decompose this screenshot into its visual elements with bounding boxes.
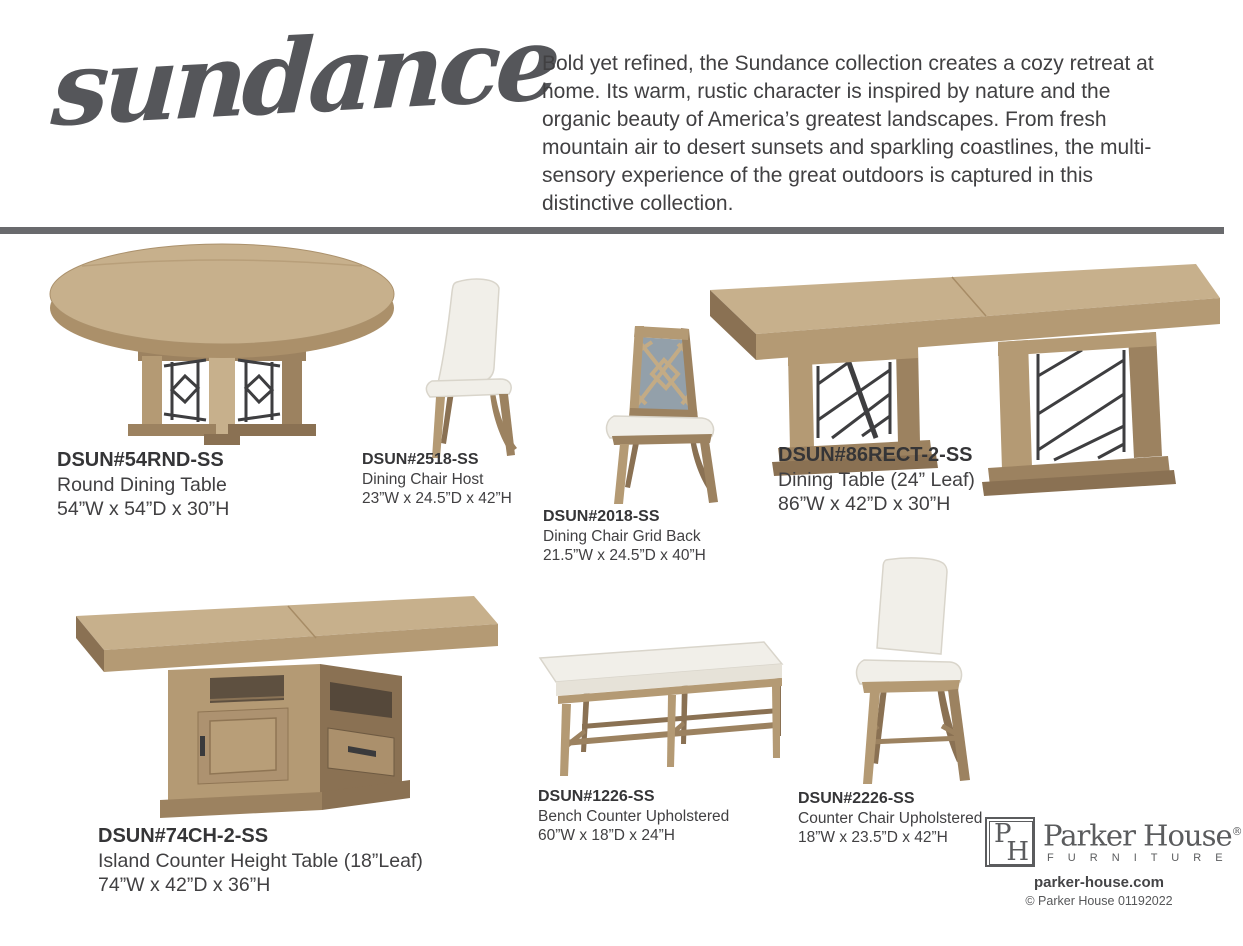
- manufacturer-website-link[interactable]: parker-house.com: [1033, 874, 1165, 891]
- manufacturer-name-text: Parker House: [1043, 818, 1232, 853]
- collection-logo: sundance: [48, 3, 559, 151]
- product-dimensions: 86”W x 42”D x 30”H: [778, 493, 951, 515]
- product-name: Dining Chair Host: [362, 471, 484, 488]
- product-label-bench-counter: [538, 787, 729, 845]
- manufacturer-subtitle: F U R N I T U R E: [1047, 851, 1229, 864]
- parker-house-monogram-icon: [985, 817, 1035, 867]
- product-dimensions: 54”W x 54”D x 30”H: [57, 498, 230, 520]
- product-sku: DSUN#2018-SS: [543, 508, 660, 525]
- bench-counter-image: [522, 624, 800, 786]
- product-name: Dining Table (24” Leaf): [778, 469, 975, 491]
- product-dimensions: 74”W x 42”D x 36”H: [98, 874, 271, 896]
- counter-chair-image: [820, 554, 1000, 792]
- product-label-dining-chair-grid-back: [543, 507, 706, 565]
- collection-description: Bold yet refined, the Sundance collection creates a cozy retreat at home. Its warm, rustic character is inspired by nature and the organic beauty of America’s greatest landscapes. From fresh mountain air to desert sunsets and sparkling coastlines, the multi-sensory experience of the great outdoors is captured in this distinctive collection.: [542, 52, 1154, 215]
- product-sku: DSUN#86RECT-2-SS: [778, 444, 973, 466]
- product-name: Round Dining Table: [57, 474, 227, 496]
- product-name: Bench Counter Upholstered: [538, 808, 730, 825]
- product-dimensions: 18”W x 23.5”D x 42”H: [798, 829, 948, 846]
- product-label-island-counter-table: [98, 824, 423, 897]
- island-counter-table-image: [70, 578, 502, 824]
- monogram-letter-p: P: [994, 819, 1012, 849]
- product-label-round-dining-table: [57, 448, 229, 521]
- manufacturer-name: [1043, 817, 1243, 851]
- monogram-letter-h: H: [1006, 837, 1029, 867]
- product-dimensions: 60”W x 18”D x 24”H: [538, 827, 675, 844]
- dining-chair-host-image: [396, 276, 546, 464]
- product-label-dining-table-rect: [778, 443, 975, 516]
- section-divider: [0, 227, 1224, 234]
- product-label-counter-chair: [798, 789, 982, 847]
- product-sku: DSUN#74CH-2-SS: [98, 825, 269, 847]
- product-sku: DSUN#54RND-SS: [57, 449, 224, 471]
- round-dining-table-image: [42, 238, 402, 445]
- product-name: Island Counter Height Table (18”Leaf): [98, 850, 423, 872]
- product-dimensions: 23”W x 24.5”D x 42”H: [362, 490, 512, 507]
- product-dimensions: 21.5”W x 24.5”D x 40”H: [543, 547, 706, 564]
- product-sku: DSUN#2226-SS: [798, 790, 915, 807]
- product-name: Counter Chair Upholstered: [798, 810, 983, 827]
- copyright-text: © Parker House 01192022: [1025, 894, 1173, 908]
- product-sku: DSUN#2518-SS: [362, 451, 479, 468]
- manufacturer-footer: [985, 817, 1243, 908]
- product-label-dining-chair-host: [362, 450, 512, 508]
- product-name: Dining Chair Grid Back: [543, 528, 701, 545]
- product-sku: DSUN#1226-SS: [538, 788, 655, 805]
- registered-mark: ®: [1231, 825, 1243, 838]
